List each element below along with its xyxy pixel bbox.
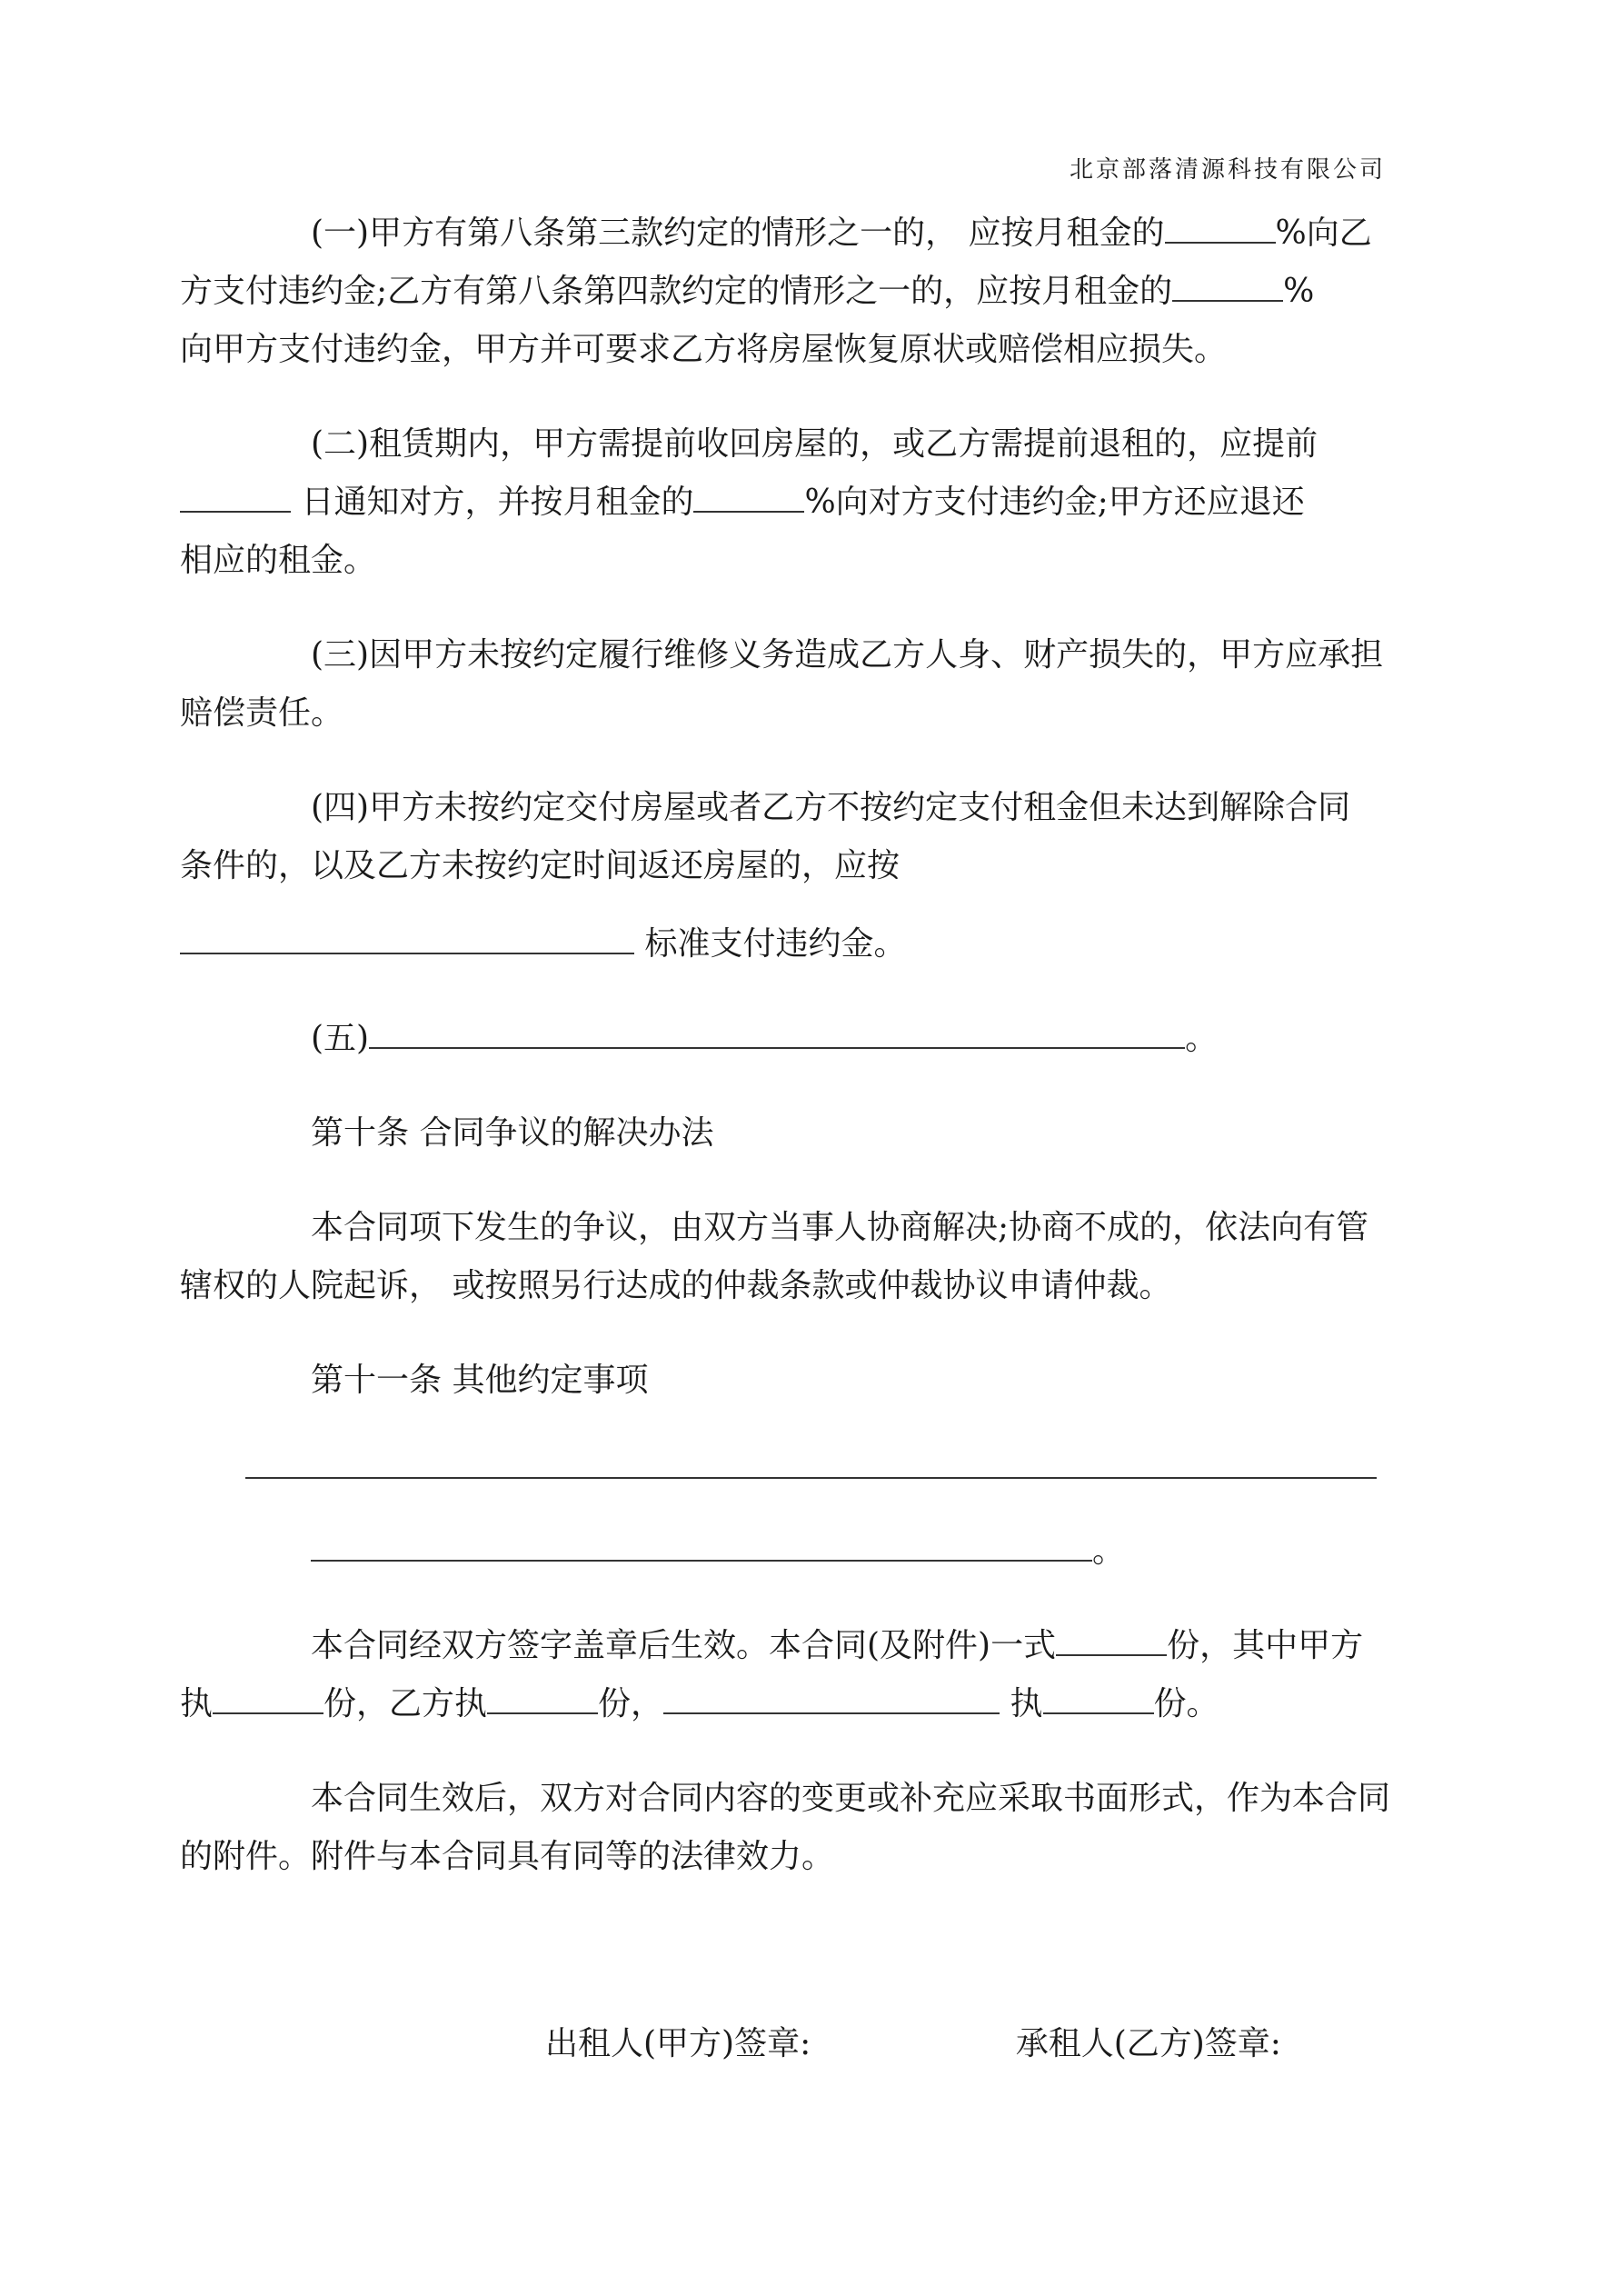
blank-field[interactable] [663,1676,1000,1714]
blank-field[interactable] [693,474,804,513]
blank-field[interactable] [1165,205,1276,244]
amend-line-2: 的附件。附件与本合同具有同等的法律效力。 [180,1838,835,1875]
clause-5-label: (五) [311,1020,370,1057]
article-11-title: 第十一条 其他约定事项 [311,1362,649,1399]
clause-3-line-2: 赔偿责任。 [180,694,344,732]
effect-text-d: 份，乙方执 [323,1685,488,1722]
blank-line-full[interactable] [245,1428,1377,1479]
blank-field[interactable] [180,474,291,513]
clause-2 [180,415,1377,590]
clause-4-line-1: (四)甲方未按约定交付房屋或者乙方不按约定支付租金但未达到解除合同 [311,789,1351,826]
article-11-blank-line [245,1522,1377,1581]
clause-5-line [245,1010,1377,1068]
clause-2-text-b: %向对方支付违约金;甲方还应退还 [804,484,1305,521]
effect-text-a: 本合同经双方签字盖章后生效。本合同(及附件)一式 [311,1627,1057,1664]
clause-2-line-3: 相应的租金。 [180,542,377,579]
article-10-line-2: 辖权的人院起诉， 或按照另行达成的仲裁条款或仲裁协议申请仲裁。 [180,1267,1172,1304]
clause-3 [180,626,1384,743]
clause-5 [245,1010,1377,1068]
effect-line-2 [180,1675,1377,1733]
clause-1-text-b: %向乙 [1275,215,1372,252]
article-10-line-1: 本合同项下发生的争议，由双方当事人协商解决;协商不成的，依法向有管 [311,1209,1369,1246]
article-10-title: 第十条 合同争议的解决办法 [311,1114,714,1152]
clause-1 [180,205,1377,379]
blank-field[interactable] [369,1011,1185,1049]
effect-line-1 [245,1617,1377,1675]
blank-field[interactable] [213,1676,323,1714]
clause-4-line-2: 条件的，以及乙方未按约定时间返还房屋的，应按 [180,847,901,884]
clause-5-end: 。 [1185,1020,1219,1057]
blank-field[interactable] [180,916,634,954]
blank-field[interactable] [1043,1676,1154,1714]
effect-text-b: 份，其中甲方 [1167,1627,1364,1664]
blank-field[interactable] [1056,1618,1167,1656]
effect-text-f: 执 [1000,1685,1043,1722]
effect-clause [180,1617,1377,1733]
clause-2-line-2 [180,474,1377,532]
blank-field[interactable] [311,1523,1092,1562]
effect-text-c: 执 [180,1685,214,1722]
clause-1-text-d: % [1283,273,1315,310]
clause-2-text-a: 日通知对方，并按月租金的 [291,484,694,521]
clause-4 [180,779,1377,973]
amend-line-1: 本合同生效后，双方对合同内容的变更或补充应采取书面形式，作为本合同 [311,1780,1391,1817]
clause-1-line-3: 向甲方支付违约金，甲方并可要求乙方将房屋恢复原状或赔偿相应损失。 [180,331,1228,368]
article-11-end: 。 [1092,1532,1126,1570]
clause-4-text-a: 标准支付违约金。 [634,925,907,963]
article-10-body [180,1199,1377,1315]
contract-body [180,205,1391,1922]
clause-3-line-1: (三)因甲方未按约定履行维修义务造成乙方人身、财产损失的，甲方应承担 [311,636,1384,674]
clause-1-text-c: 方支付违约金;乙方有第八条第四款约定的情形之一的，应按月租金的 [180,273,1173,310]
signature-row [545,2018,1281,2064]
clause-1-line-2 [180,263,1377,321]
blank-field[interactable] [487,1676,598,1714]
lessee-signature-label: 承租人(乙方)签章: [1015,2025,1281,2062]
company-header: 北京部落清源科技有限公司 [1069,156,1386,184]
lessor-signature-label: 出租人(甲方)签章: [545,2025,811,2062]
clause-1-text-a: (一)甲方有第八条第三款约定的情形之一的， 应按月租金的 [311,215,1165,252]
effect-text-g: 份。 [1153,1685,1219,1722]
effect-text-e: 份， [598,1685,664,1722]
clause-1-line-1 [245,205,1377,263]
blank-field[interactable] [1172,264,1283,302]
clause-4-line-3 [180,915,1377,973]
amend-clause [180,1770,1391,1886]
clause-2-line-1: (二)租赁期内，甲方需提前收回房屋的，或乙方需提前退租的，应提前 [311,425,1318,463]
